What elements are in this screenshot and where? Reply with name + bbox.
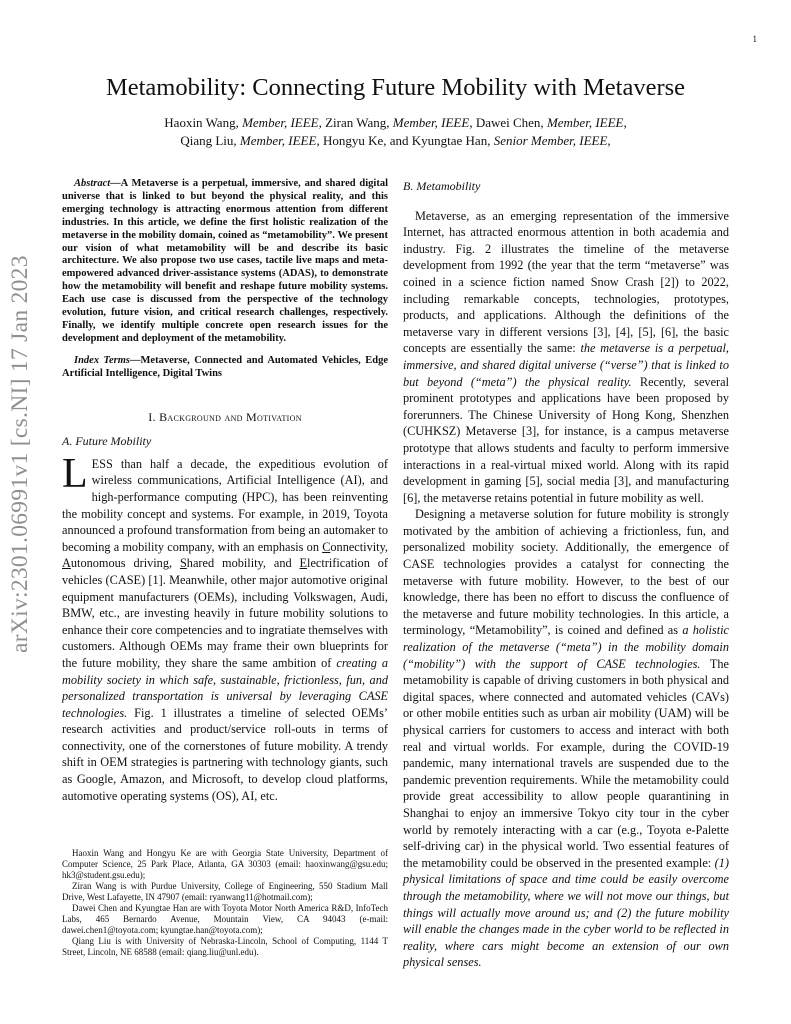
acronym-letter: S — [179, 556, 187, 571]
section-number: I. — [148, 409, 160, 424]
author-text: Qiang Liu, — [180, 133, 240, 148]
paragraph — [403, 208, 729, 507]
emphasis-text: (1) physical limitations of space and time could be easily overcome through the metamobility, where we will not move our things, but things will actually move around us; and (2) the future mobility will enable the changes made in the cyber world to be reflected in reality, where cars might become an extension of our own physical senses. — [403, 855, 729, 970]
drop-cap: L — [62, 450, 88, 497]
abstract-label: Abstract — [74, 178, 111, 189]
footnote: Haoxin Wang and Hongyu Ke are with Georgia State University, Department of Computer Science, 25 Park Place, Atlanta, GA 30303 (email: haoxinwang@gsu.edu; hk3@student.gsu.edu); — [62, 848, 388, 880]
paragraph — [403, 506, 729, 971]
emphasis-text: the metaverse is a perpetual, immersive, and shared digital universe (“verse”) that is linked to but beyond (“meta”) the physical reality. — [403, 341, 729, 389]
author-line-1 — [60, 114, 731, 132]
author-block — [60, 114, 731, 150]
footnote: Ziran Wang is with Purdue University, College of Engineering, 550 Stadium Mall Drive, West Lafayette, IN 47907 (email: ryanwang11@hotmail.com); — [62, 881, 388, 902]
abstract-text: —A Metaverse is a perpetual, immersive, and shared digital universe that is linked to but beyond the physical reality, and this emerging technology is attracting enormous attention from different industries. In this article, we define the first holistic realization of the metaverse in the mobility domain, coined as “metamobility”. We present our vision of what metamobility will be and describe its basic architecture. We also propose two use cases, tactile live maps and meta-empowered advanced driver-assistance systems (ADAS), to demonstrate how the metamobility will benefit and reshape future mobility systems. Each use case is discussed from the perspective of the technology evolution, future vision, and critical research challenges, respectively. Finally, we identify multiple concrete open research issues for the development and deployment of the metamobility. — [62, 178, 388, 344]
paragraph-text: The metamobility is capable of driving customers in both physical and digital spaces, where connected and automated vehicles (CAVs) or other mobile entities such as urban air mobility (UAM) will be physical carriers for customers to access and interact with both real and virtual worlds. For example, during the COVID-19 pandemic, many international travels are suspended due to the pandemic prevention requirements. While the metamobility could provide great accessibility to allow people quarantining in Shanghai to enjoy an immersive Tokyo city tour in the cyber world by remotely interacting with a car (e.g., Toyota e-Palette self-driving car) in the physical world. Two essential features of the metamobility could be observed in the presented example: — [403, 656, 729, 870]
author-membership: Member, IEEE — [546, 115, 624, 130]
footnote: Qiang Liu is with University of Nebraska-Lincoln, School of Computing, 1144 T Street, Lincoln, NE 68588 (email: qiang.liu@unl.edu). — [62, 936, 388, 957]
subsection-heading: B. Metamobility — [403, 179, 481, 193]
author-text: , — [607, 133, 611, 148]
author-membership: Senior Member, IEEE — [493, 133, 608, 148]
author-membership: Member, IEEE — [392, 115, 470, 130]
footnote: Dawei Chen and Kyungtae Han are with Toyota Motor North America R&D, InfoTech Labs, 465 Bernardo Avenue, Mountain View, CA 94043 (e-mail: dawei.chen1@toyota.com; kyungtae.han@toyota.com); — [62, 903, 388, 935]
paragraph-text: lectrification of vehicles (CASE) [1]. Meanwhile, other major automotive original equipment manufacturers (OEMs), including Volkswagen, Audi, BMW, etc., are investing heavily in future mobility solutions to enhance their core competencies and to ingratiate themselves with customers. Although OEMs may frame their own blueprints for the future mobility, they share the same ambition of — [62, 556, 388, 670]
author-text: , — [623, 115, 627, 130]
author-text: , Dawei Chen, — [469, 115, 547, 130]
subsection-heading: A. Future Mobility — [62, 434, 152, 449]
paragraph-text: Recently, several prominent prototypes and applications have been proposed by forerunners. The Chinese University of Hong Kong, Shenzhen (CUHKSZ) Metaverse [3], for instance, is a campus metaverse prototype that allows students and faculty to perform immersive interactions in a real-virtual mixed world. Along with its rapid development in gaming [5], social media [3], and manufacturing [6], the metaverse retains potential in future mobility as well. — [403, 374, 729, 505]
index-terms-label: Index Terms — [74, 354, 131, 366]
author-membership: Member, IEEE — [239, 133, 317, 148]
author-membership: Member, IEEE — [242, 115, 319, 130]
index-terms-text: —Metaverse, Connected and Automated Vehicles, Edge Artificial Intelligence, Digital Twins — [62, 354, 388, 379]
arxiv-stamp-text: arXiv:2301.06991v1 [cs.NI] 17 Jan 2023 — [7, 255, 33, 653]
paragraph-text: Metaverse, as an emerging representation of the immersive Internet, has attracted enormous attention in both academia and industry. Fig. 2 illustrates the timeline of the metaverse development from 1992 (the year that the term “metaverse” was coined in a science fiction named Snow Crash [2]) to 2022, including remarkable concepts, technologies, prototypes, products, and applications. Although the definitions of the metaverse vary in different versions [3], [4], [5], [6], the basic concepts are essentially the same: — [403, 208, 729, 356]
emphasis-text: creating a mobility society in which safe, sustainable, frictionless, fun, and personalized transportation is universal by leveraging CASE technologies. — [62, 655, 388, 720]
emphasis-text: a holistic realization of the metaverse (“meta”) in the mobility domain (“mobility”) with the support of CASE technologies. — [403, 623, 729, 671]
paragraph-text: Designing a metaverse solution for future mobility is strongly motivated by the ambition of achieving a frictionless, fun, and personalized mobility society. Additionally, the emergence of CASE technologies provides a catalyst for connecting the metaverse with future mobility. However, to the best of our knowledge, there has been no effort to discuss the confluence of the metaverse and future mobility technologies. In this article, a terminology, “Metamobility”, is coined and defined as — [403, 507, 729, 638]
author-text: Haoxin Wang, — [164, 115, 243, 130]
arxiv-stamp — [6, 240, 40, 653]
paragraph-text: Fig. 1 illustrates a timeline of selected OEMs’ research activities and product/service roll-outs in terms of connectivity, one of the cornerstones of future mobility. A trendy shift in OEM strategies is partnering with technology giants, such as Google, Amazon, and Microsoft, to develop cloud platforms, automotive operating systems (OS), AI, etc. — [62, 705, 388, 803]
abstract — [62, 178, 388, 346]
paragraph-text: ESS than half a decade, the expeditious evolution of wireless communications, Artificial Intelligence (AI), and high-performance computing (HPC), has been reinventing the mobility concept and systems. For example, in 2019, Toyota announced a profound transformation from being an automaker to becoming a mobility company, with an emphasis on — [62, 456, 388, 554]
footnotes — [62, 848, 388, 958]
right-column — [403, 178, 729, 971]
paragraph-text: hared mobility, and — [186, 556, 300, 571]
acronym-letter: C — [322, 539, 331, 554]
page-number: 1 — [752, 34, 757, 44]
paragraph-text: onnectivity, — [330, 539, 388, 554]
section-title: Background and Motivation — [159, 409, 302, 424]
section-heading — [62, 409, 388, 426]
acronym-letter: E — [299, 556, 308, 571]
paragraph-text: utonomous driving, — [70, 556, 180, 571]
author-text: , Hongyu Ke, and Kyungtae Han, — [316, 133, 494, 148]
author-text: , Ziran Wang, — [318, 115, 393, 130]
acronym-letter: A — [62, 556, 71, 571]
paragraph — [62, 450, 388, 804]
index-terms — [62, 355, 388, 381]
paper-title: Metamobility: Connecting Future Mobility with Metaverse — [105, 74, 686, 101]
author-line-2 — [60, 132, 731, 150]
left-column — [62, 178, 388, 804]
